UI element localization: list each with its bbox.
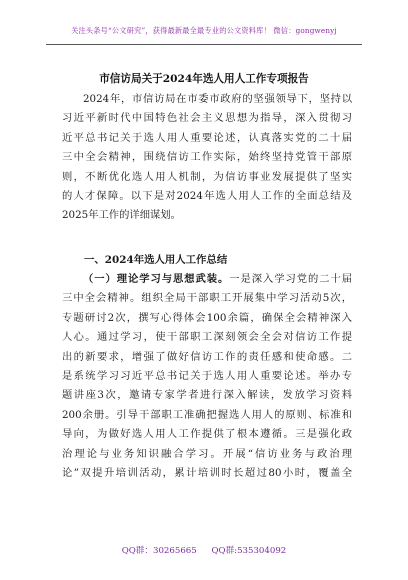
qq-group-2: QQ群:535304092 — [211, 546, 287, 556]
intro-line: 三中全会精神，围绕信访工作实际，始终坚持党管干部原 — [62, 151, 352, 164]
section-line: 治理论与业务知识融合学习。开展“信访业务与政治理 — [62, 447, 352, 460]
section-first-line — [62, 270, 352, 289]
subsection-heading: （一）理论学习与思想武装。 — [83, 273, 230, 285]
header-note: 关注头条号“公文研究”，获得最新最全最专业的公文资料库！ 微信：gongwenyj — [71, 26, 337, 35]
section-line: 论”双提升培训活动，累计培训时长超过80小时，覆盖全 — [62, 466, 352, 479]
section-line: 题讲座3次，邀请专家学者进行深入解读，发放学习资料 — [62, 389, 352, 402]
intro-line: 2024年，市信访局在市委市政府的坚强领导下，坚持以 — [83, 93, 352, 105]
intro-line: 则，不断优化选人用人机制，为信访事业发展提供了坚实 — [62, 170, 352, 183]
qq-group-1: QQ群：30265665 — [121, 546, 197, 556]
intro-line: 2025年工作的详细谋划。 — [62, 209, 181, 222]
header-divider — [46, 44, 362, 45]
intro-line: 近平总书记关于选人用人重要论述，认真落实党的二十届 — [62, 131, 352, 144]
page-footer — [0, 544, 408, 556]
section-line-text: 一是深入学习党的二十届 — [229, 273, 352, 285]
section-heading: 一、2024年选人用人工作总结 — [84, 254, 228, 266]
intro-line: 习近平新时代中国特色社会主义思想为指导，深入贯彻习 — [62, 112, 352, 125]
section-line: 200余册。引导干部职工准确把握选人用人的原则、标准和 — [62, 408, 352, 421]
section-line: 是系统学习习近平总书记关于选人用人重要论述。举办专 — [62, 369, 352, 382]
section-paragraph — [62, 270, 352, 483]
section-line: 专题研讨2次，撰写心得体会100余篇，确保全会精神深入 — [62, 311, 352, 324]
section-line: 人心。通过学习，使干部职工深刻领会全会对信访工作提 — [62, 331, 352, 344]
section-line: 出的新要求，增强了做好信访工作的责任感和使命感。二 — [62, 350, 352, 363]
intro-paragraph — [62, 90, 352, 226]
section-line: 导向，为做好选人用人工作提供了根本遵循。三是强化政 — [62, 428, 352, 441]
document-title: 市信访局关于2024年选人用人工作专项报告 — [99, 73, 309, 85]
section-line: 三中全会精神。组织全局干部职工开展集中学习活动5次， — [62, 292, 352, 305]
intro-line: 的人才保障。以下是对2024年选人用人工作的全面总结及 — [62, 189, 352, 202]
